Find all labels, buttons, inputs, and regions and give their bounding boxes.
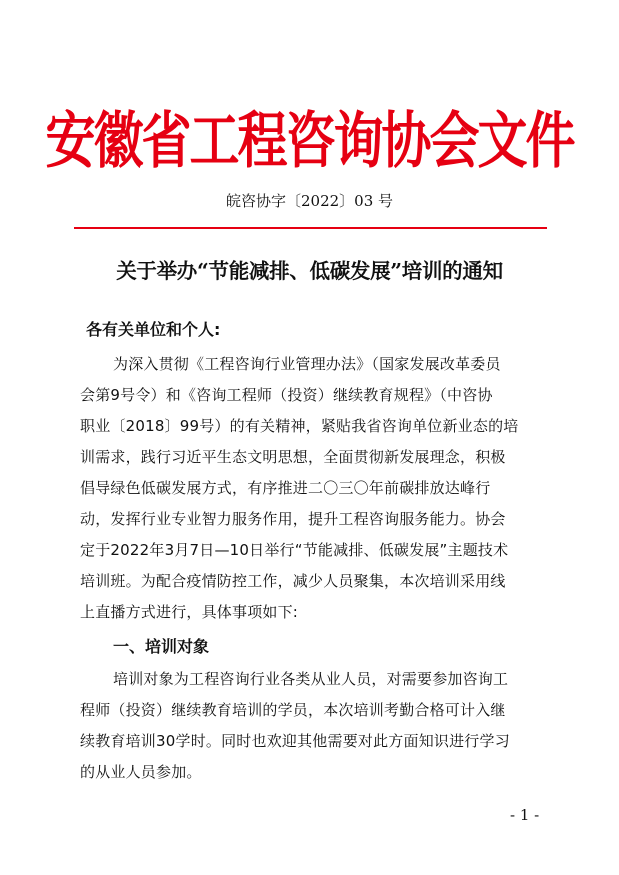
- paragraph-line: 培训班。为配合疫情防控工作，减少人员聚集，本次培训采用线: [80, 572, 506, 590]
- paragraph-line: 会第9号令）和《咨询工程师（投资）继续教育规程》（中咨协: [80, 386, 493, 404]
- paragraph-line: 的从业人员参加。: [80, 763, 202, 781]
- masthead-title: 安徽省工程咨询协会文件: [45, 104, 574, 177]
- page-number: - 1 -: [510, 806, 540, 824]
- paragraph-line: 训需求，践行习近平生态文明思想，全面贯彻新发展理念，积极: [80, 448, 506, 466]
- paragraph-line: 上直播方式进行，具体事项如下:: [80, 603, 299, 621]
- document-number: 皖咨协字〔2022〕03 号: [225, 192, 394, 210]
- paragraph-line: 程师（投资）继续教育培训的学员，本次培训考勤合格可计入继: [80, 701, 506, 719]
- section-heading-training-target: 一、培训对象: [113, 637, 210, 656]
- paragraph-line: 倡导绿色低碳发展方式，有序推进二〇三〇年前碳排放达峰行: [80, 479, 491, 497]
- paragraph-line: 动，发挥行业专业智力服务作用，提升工程咨询服务能力。协会: [80, 510, 506, 528]
- notice-title: 关于举办“节能减排、低碳发展”培训的通知: [116, 259, 503, 283]
- paragraph-line: 培训对象为工程咨询行业各类从业人员，对需要参加咨询工: [113, 670, 509, 688]
- paragraph-line: 定于2022年3月7日—10日举行“节能减排、低碳发展”主题技术: [80, 541, 509, 559]
- salutation: 各有关单位和个人:: [86, 320, 221, 339]
- paragraph-line: 续教育培训30学时。同时也欢迎其他需要对此方面知识进行学习: [80, 732, 510, 750]
- red-divider-line: [74, 227, 547, 229]
- paragraph-line: 为深入贯彻《工程咨询行业管理办法》（国家发展改革委员: [113, 355, 501, 373]
- paragraph-line: 职业〔2018〕99号）的有关精神，紧贴我省咨询单位新业态的培: [80, 417, 519, 435]
